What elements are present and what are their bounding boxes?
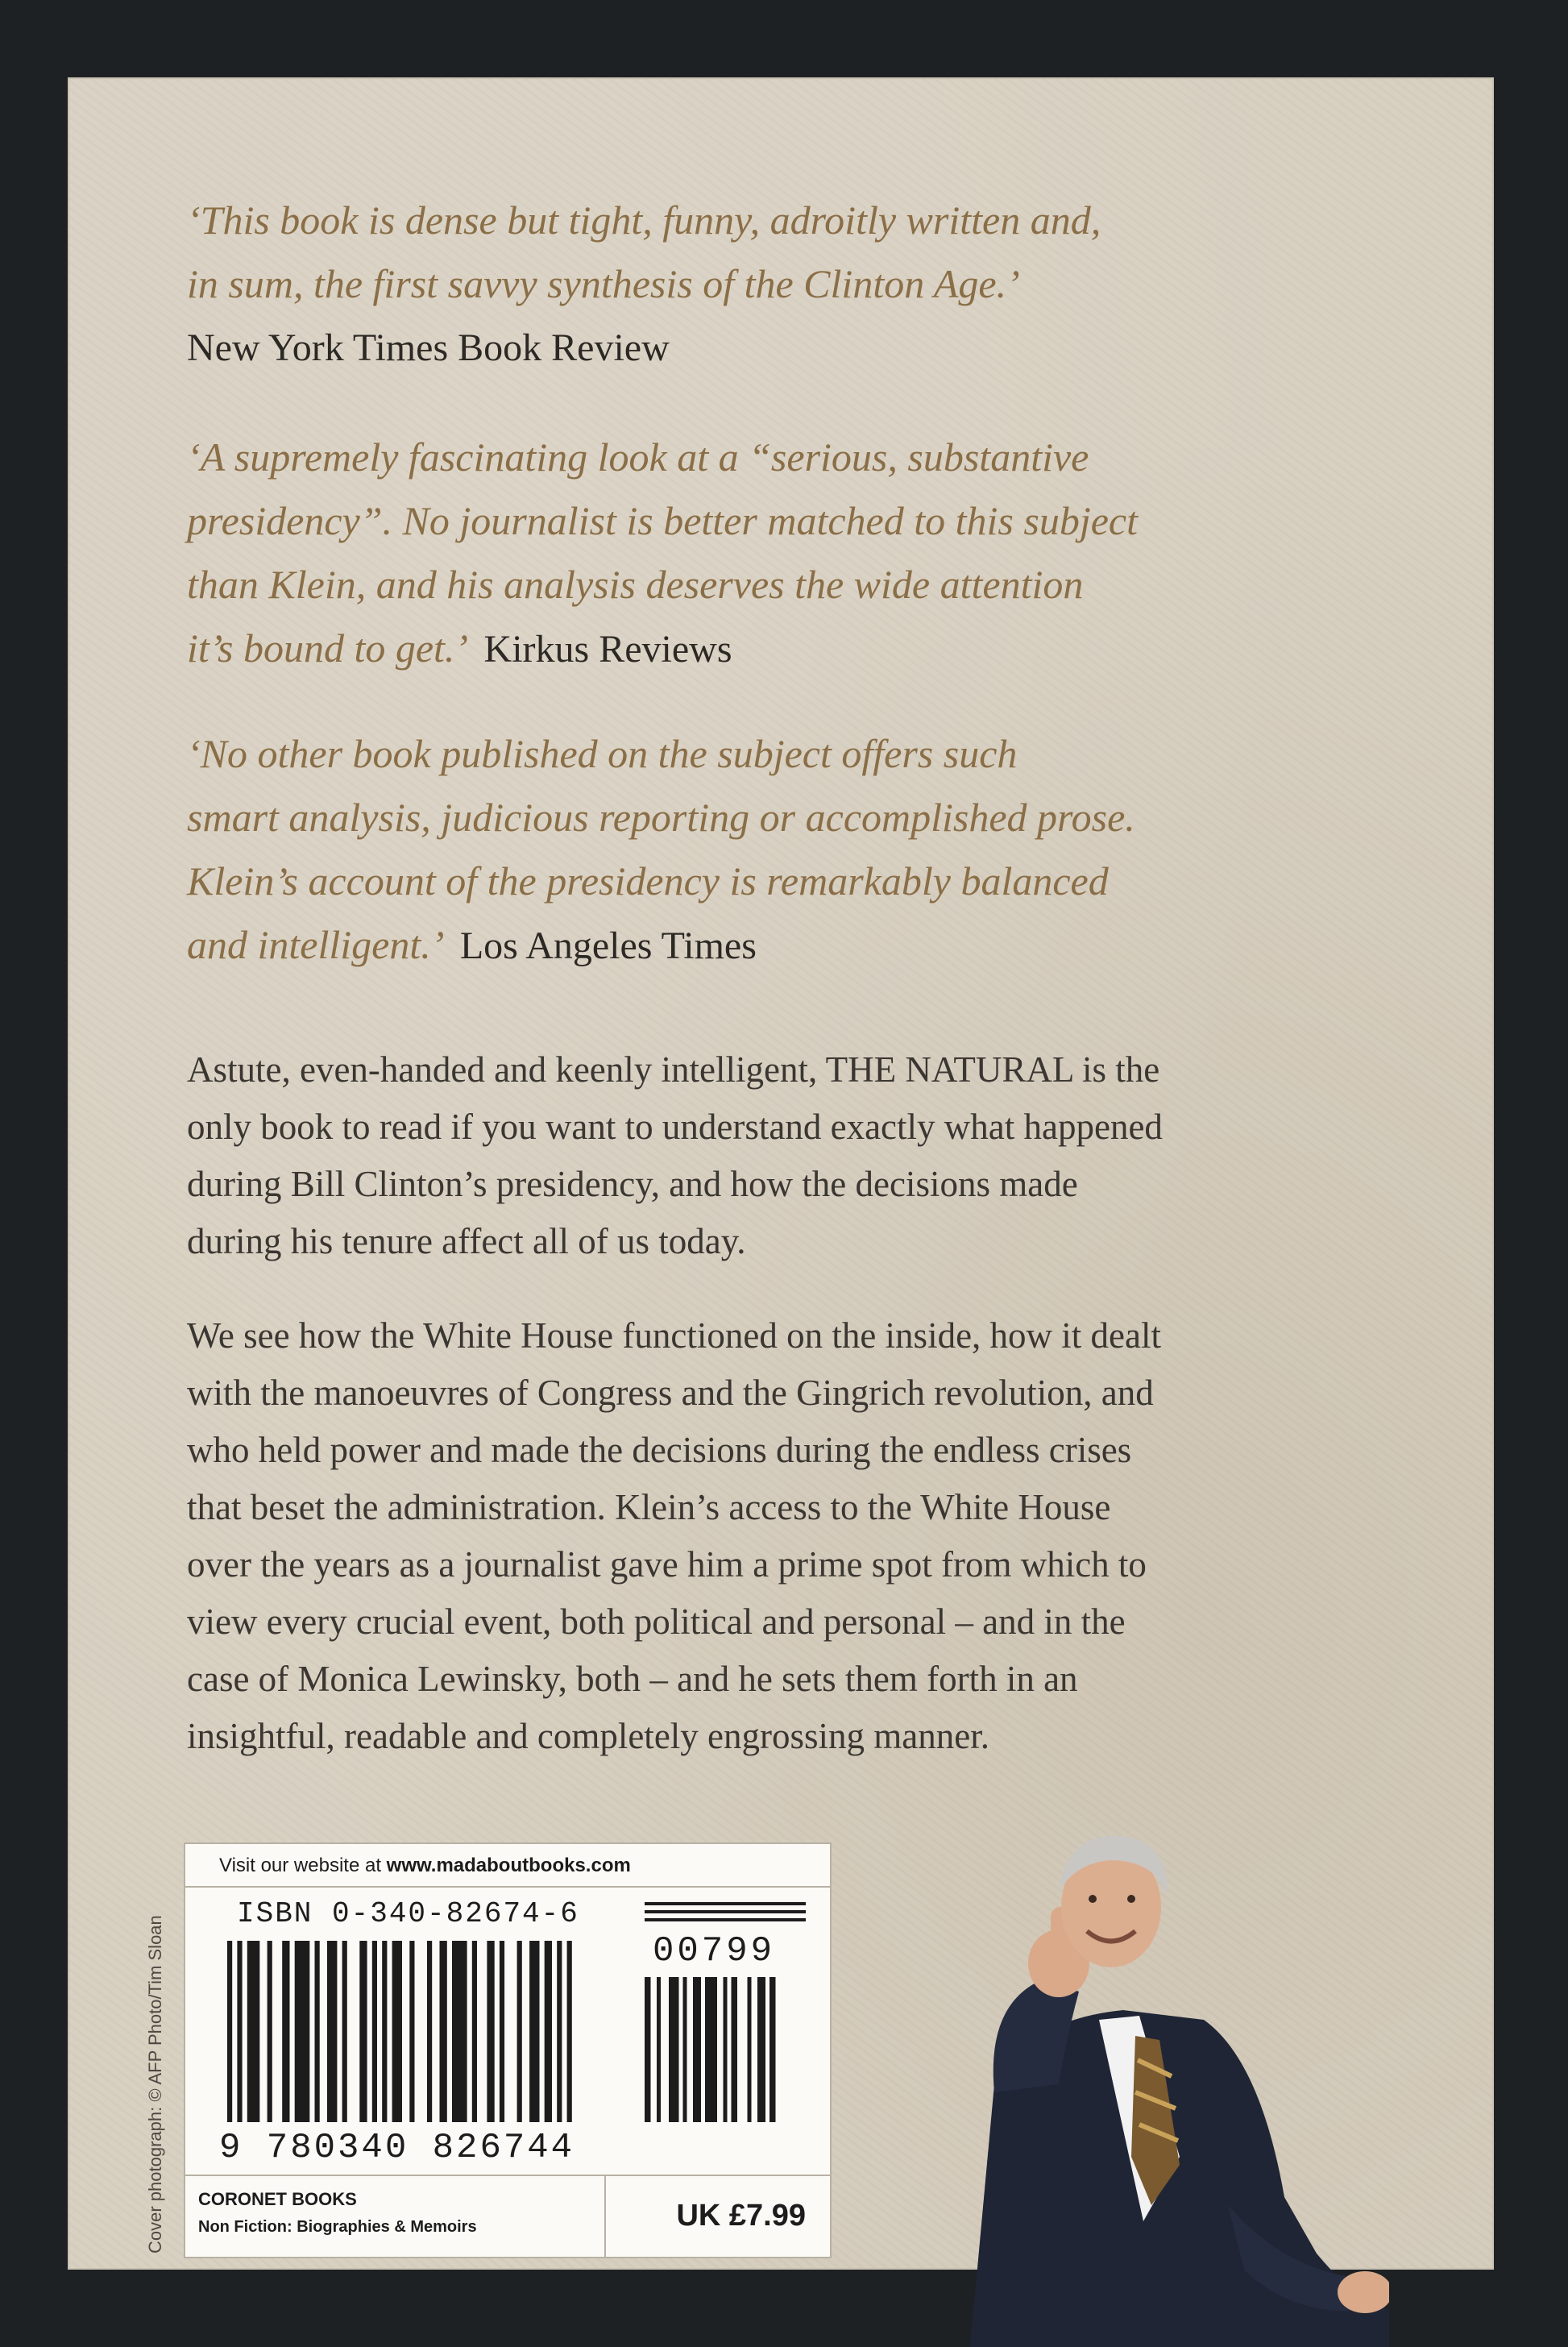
blurb-line: insightful, readable and completely engrossing manner. [187,1716,989,1756]
barcode-bar [295,1941,310,2122]
website-url: www.madaboutbooks.com [386,1855,631,1876]
blurb-line: Astute, even-handed and keenly intelligent, THE NATURAL is the [187,1049,1160,1090]
barcode-bar [472,1941,477,2122]
barcode-bar [315,1941,320,2122]
quote-line: presidency”. No journalist is better matched to this subject [187,498,1138,543]
quote-line: Klein’s account of the presidency is remarkably balanced [187,858,1109,903]
barcode-bar [724,1977,728,2122]
price-label: UK £7.99 [676,2199,806,2233]
barcode-bar [517,1941,522,2122]
website-prefix: Visit our website at [219,1855,381,1876]
quote-line: in sum, the first savvy synthesis of the Clinton Age.’ [187,261,1020,306]
barcode-footer [185,2175,830,2257]
quote-la-times [187,722,1428,978]
barcode-bar [382,1941,387,2122]
barcode-bar [487,1941,494,2122]
barcode-bar [693,1977,701,2122]
barcode-bar [452,1941,467,2122]
barcode-panel [184,1842,832,2258]
publisher-name: CORONET BOOKS [198,2189,357,2209]
quote-line: than Klein, and his analysis deserves the wide attention [187,562,1084,607]
quote-line: and intelligent.’ [187,922,440,967]
barcode-bar [440,1941,447,2122]
blurb-line: view every crucial event, both political and personal – and in the [187,1601,1126,1642]
barcode-bar [757,1977,765,2122]
barcode-bar [372,1941,377,2122]
price-addon-lines [645,1902,806,1926]
footer-divider [604,2176,606,2257]
blurb-line: only book to read if you want to understand exactly what happened [187,1107,1163,1147]
barcode-bar [500,1941,504,2122]
barcode-bar [657,1977,661,2122]
blurb-line: case of Monica Lewinsky, both – and he sets them forth in an [187,1659,1078,1699]
quote-line: ‘No other book published on the subject offers such [187,731,1018,776]
ean-number: 9 780340 826744 [219,2128,575,2168]
barcode-bar [409,1941,414,2122]
barcode-bar [545,1941,552,2122]
barcode-bar [327,1941,337,2122]
blurb-line: We see how the White House functioned on the inside, how it dealt [187,1315,1162,1356]
barcode-bar [567,1941,572,2122]
blurb-line: during Bill Clinton’s presidency, and how the decisions made [187,1164,1078,1204]
quote-line: ‘This book is dense but tight, funny, adroitly written and, [187,197,1101,243]
thumbs-up-photo [938,1818,1389,2347]
barcode-bar [427,1941,432,2122]
book-back-cover [68,77,1494,2270]
barcode-bar [732,1977,738,2122]
barcode-bar [268,1941,272,2122]
addon-barcode [645,1977,806,2122]
quote-line: it’s bound to get.’ [187,625,464,671]
isbn-label: ISBN 0-340-82674-6 [237,1897,579,1930]
barcode-bar [282,1941,289,2122]
barcode-bar [645,1977,651,2122]
website-line [185,1844,830,1888]
quote-source: Kirkus Reviews [483,628,732,671]
blurb-paragraph-1 [187,1041,1428,1270]
barcode-bar [392,1941,402,2122]
barcode-bar [705,1977,717,2122]
quote-kirkus [187,426,1428,681]
quote-line: ‘A supremely fascinating look at a “serious, substantive [187,434,1089,480]
quote-source: Los Angeles Times [459,924,757,967]
addon-number: 00799 [653,1931,776,1971]
barcode-bar [247,1941,260,2122]
ean-barcode [227,1941,606,2122]
quote-source: New York Times Book Review [187,326,670,369]
quote-line: smart analysis, judicious reporting or accomplished prose. [187,795,1135,840]
blurb-line: with the manoeuvres of Congress and the Gingrich revolution, and [187,1373,1154,1413]
barcode-bar [359,1941,367,2122]
blurb-line: over the years as a journalist gave him a prime spot from which to [187,1544,1147,1585]
barcode-bar [237,1941,242,2122]
barcode-bar [227,1941,232,2122]
photo-credit: Cover photograph: © AFP Photo/Tim Sloan [145,1915,165,2254]
blurb-paragraph-2 [187,1307,1428,1765]
barcode-bar [748,1977,752,2122]
barcode-bar [683,1977,687,2122]
blurb-line: that beset the administration. Klein’s access to the White House [187,1487,1111,1527]
barcode-bar [669,1977,679,2122]
barcode-bar [342,1941,347,2122]
blurb-line: during his tenure affect all of us today. [187,1221,746,1261]
quote-nyt [187,189,1428,380]
book-category: Non Fiction: Biographies & Memoirs [198,2218,477,2236]
barcode-bar [557,1941,562,2122]
blurb-line: who held power and made the decisions during the endless crises [187,1430,1132,1470]
barcode-bar [529,1941,539,2122]
barcode-bar [769,1977,776,2122]
